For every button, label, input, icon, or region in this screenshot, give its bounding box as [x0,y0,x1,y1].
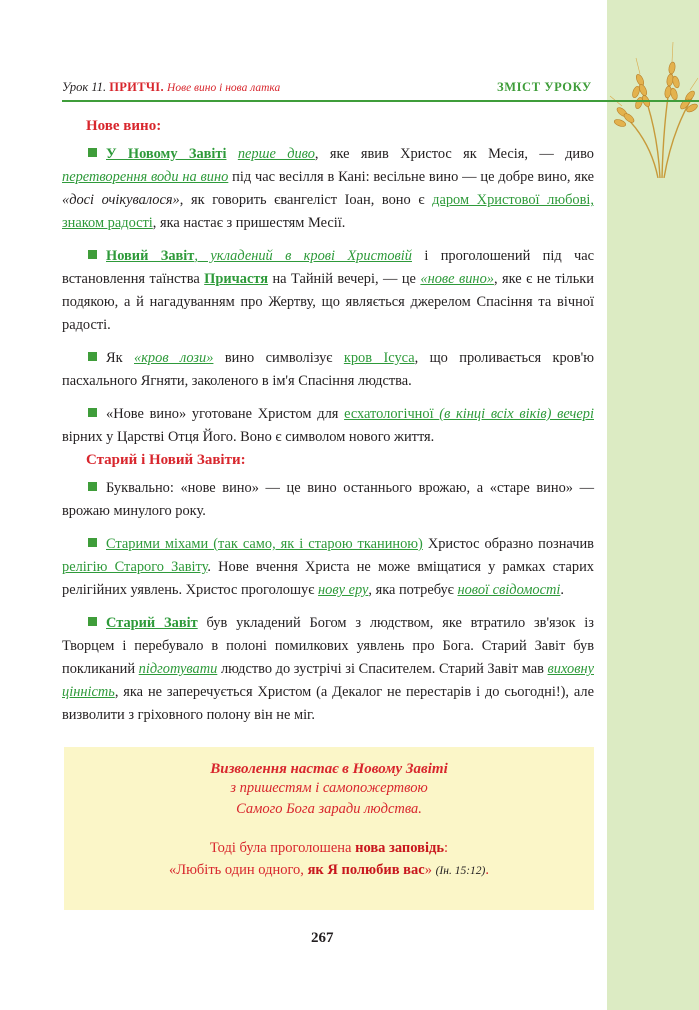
square-bullet-icon [88,352,97,361]
text-run: , яке є не тільки подякою, а й нагадуванням про Жертву, що являється джерелом Спасіння та вічної радості. [62,271,594,333]
text-run: , яка не заперечується Христом (а Декалог не перестарів і до сьогодні!), але визволити з гріховного полону він не міг. [62,684,594,723]
quote-line-4-end: : [444,840,449,856]
lesson-subtitle: Нове вино і нова латка [167,82,281,94]
text-run [226,146,237,162]
quote-line-3: Самого Бога заради людства. [236,801,422,817]
quote-line-5 [64,862,594,879]
quote-line-1: Визволення настає в Новому Завіті [210,761,448,777]
quote-line-4-text: Тоді була проголошена [209,840,356,856]
quote-line-5-bold: як Я полюбив вас [307,862,425,878]
highlight-text: перетворення води на вино [62,169,229,185]
square-bullet-icon [88,538,97,547]
text-run: , як говорить євангеліст Іоан, воно є [179,192,433,208]
paragraph [62,245,594,337]
highlight-text: даром Христової любові, знаком радості [62,192,594,231]
wheat-ears-icon [600,28,699,178]
highlight-text: виховну цінність [62,661,594,700]
highlight-text: Старими міхами (так само, як і старою тканиною) [106,536,423,552]
lesson-number: Урок 11. [62,80,107,94]
text-run: , яка потребує [368,582,458,598]
highlight-text: (в кінці всіх віків) вечері [439,406,594,422]
quote-line-5-text: «Любіть один одного, [169,862,308,878]
highlight-text: перше диво [237,146,315,162]
text-run: Як [106,350,134,366]
section-heading: Старий і Новий Завіти: [86,452,246,468]
paragraph [62,477,594,523]
highlight-text: , укладений в крові Христовій [194,248,412,264]
section-label: ЗМІСТ УРОКУ [497,80,592,94]
quote-box [64,747,594,910]
text-run: був укладений Богом з людством, яке втратило зв'язок із Творцем і перебувало в полоні помилкових уявлень про Бога. Старий Завіт був покликаний [62,615,594,677]
scripture-reference: (Ін. 15:12) [435,865,486,877]
text-run: . [560,582,564,598]
running-header [62,80,280,95]
content-section [62,118,594,459]
text-run: . Нове вчення Христа не може вміщатися у рамках старих релігійних уявлень. Христос проголошує [62,559,594,598]
page-number: 267 [311,930,334,946]
key-term: У Новому Завіті [106,146,227,162]
text-run: людство до зустрічі зі Спасителем. Старий Завіт мав [217,661,548,677]
highlight-text: есхатологічної [344,406,440,422]
key-term: Причастя [204,271,269,287]
highlight-text: релігію Старого Завіту [62,559,208,575]
highlight-text: нову еру [318,582,369,598]
text-run: , що проливається кров'ю пасхального Ягняти, заколеного в ім'я Спасіння людства. [62,350,594,389]
highlight-text: кров Ісуса [343,350,415,366]
square-bullet-icon [88,482,97,491]
highlight-text: підготувати [138,661,218,677]
quote-line-4 [64,840,594,857]
highlight-text: нової свідомості [457,582,561,598]
highlight-text: «досі очікувалося» [62,192,180,208]
paragraph [62,143,594,235]
square-bullet-icon [88,250,97,259]
text-run: під час весілля в Кані: весільне вино — це добре вино, яке [228,169,594,185]
quote-line-5-end: . [485,862,489,878]
text-run: , яка настає з пришестям Месії. [152,215,346,231]
lesson-title: ПРИТЧІ. [109,80,164,94]
paragraph [62,403,594,449]
highlight-text: «нове вино» [420,271,494,287]
text-run: Буквально: «нове вино» — це вино останнього врожаю, а «старе вино» — врожаю минулого року. [62,480,594,519]
paragraph [62,533,594,602]
text-run: «Нове вино» уготоване Христом для [106,406,345,422]
square-bullet-icon [88,148,97,157]
highlight-text: «кров лози» [134,350,214,366]
paragraph [62,612,594,727]
square-bullet-icon [88,617,97,626]
text-run: на Тайній вечері, — це [268,271,421,287]
text-run: вірних у Царстві Отця Його. Воно є символом нового життя. [62,429,435,445]
text-run: , яке явив Христос як Месія, — диво [314,146,594,162]
square-bullet-icon [88,408,97,417]
text-run: і проголошений під час встановлення таїнства [62,248,595,287]
quote-line-2: з пришестям і самопожертвою [230,780,428,796]
text-run: Христос образно позначив [422,536,594,552]
key-term: Старий Завіт [106,615,198,631]
section-heading: Нове вино: [86,118,162,134]
header-rule [62,100,699,102]
quote-line-5-close: » [424,862,432,878]
text-run: вино символізує [213,350,344,366]
content-section [62,452,594,737]
quote-line-4-bold: нова заповідь [355,840,445,856]
key-term: Новий Завіт [106,248,195,264]
paragraph [62,347,594,393]
